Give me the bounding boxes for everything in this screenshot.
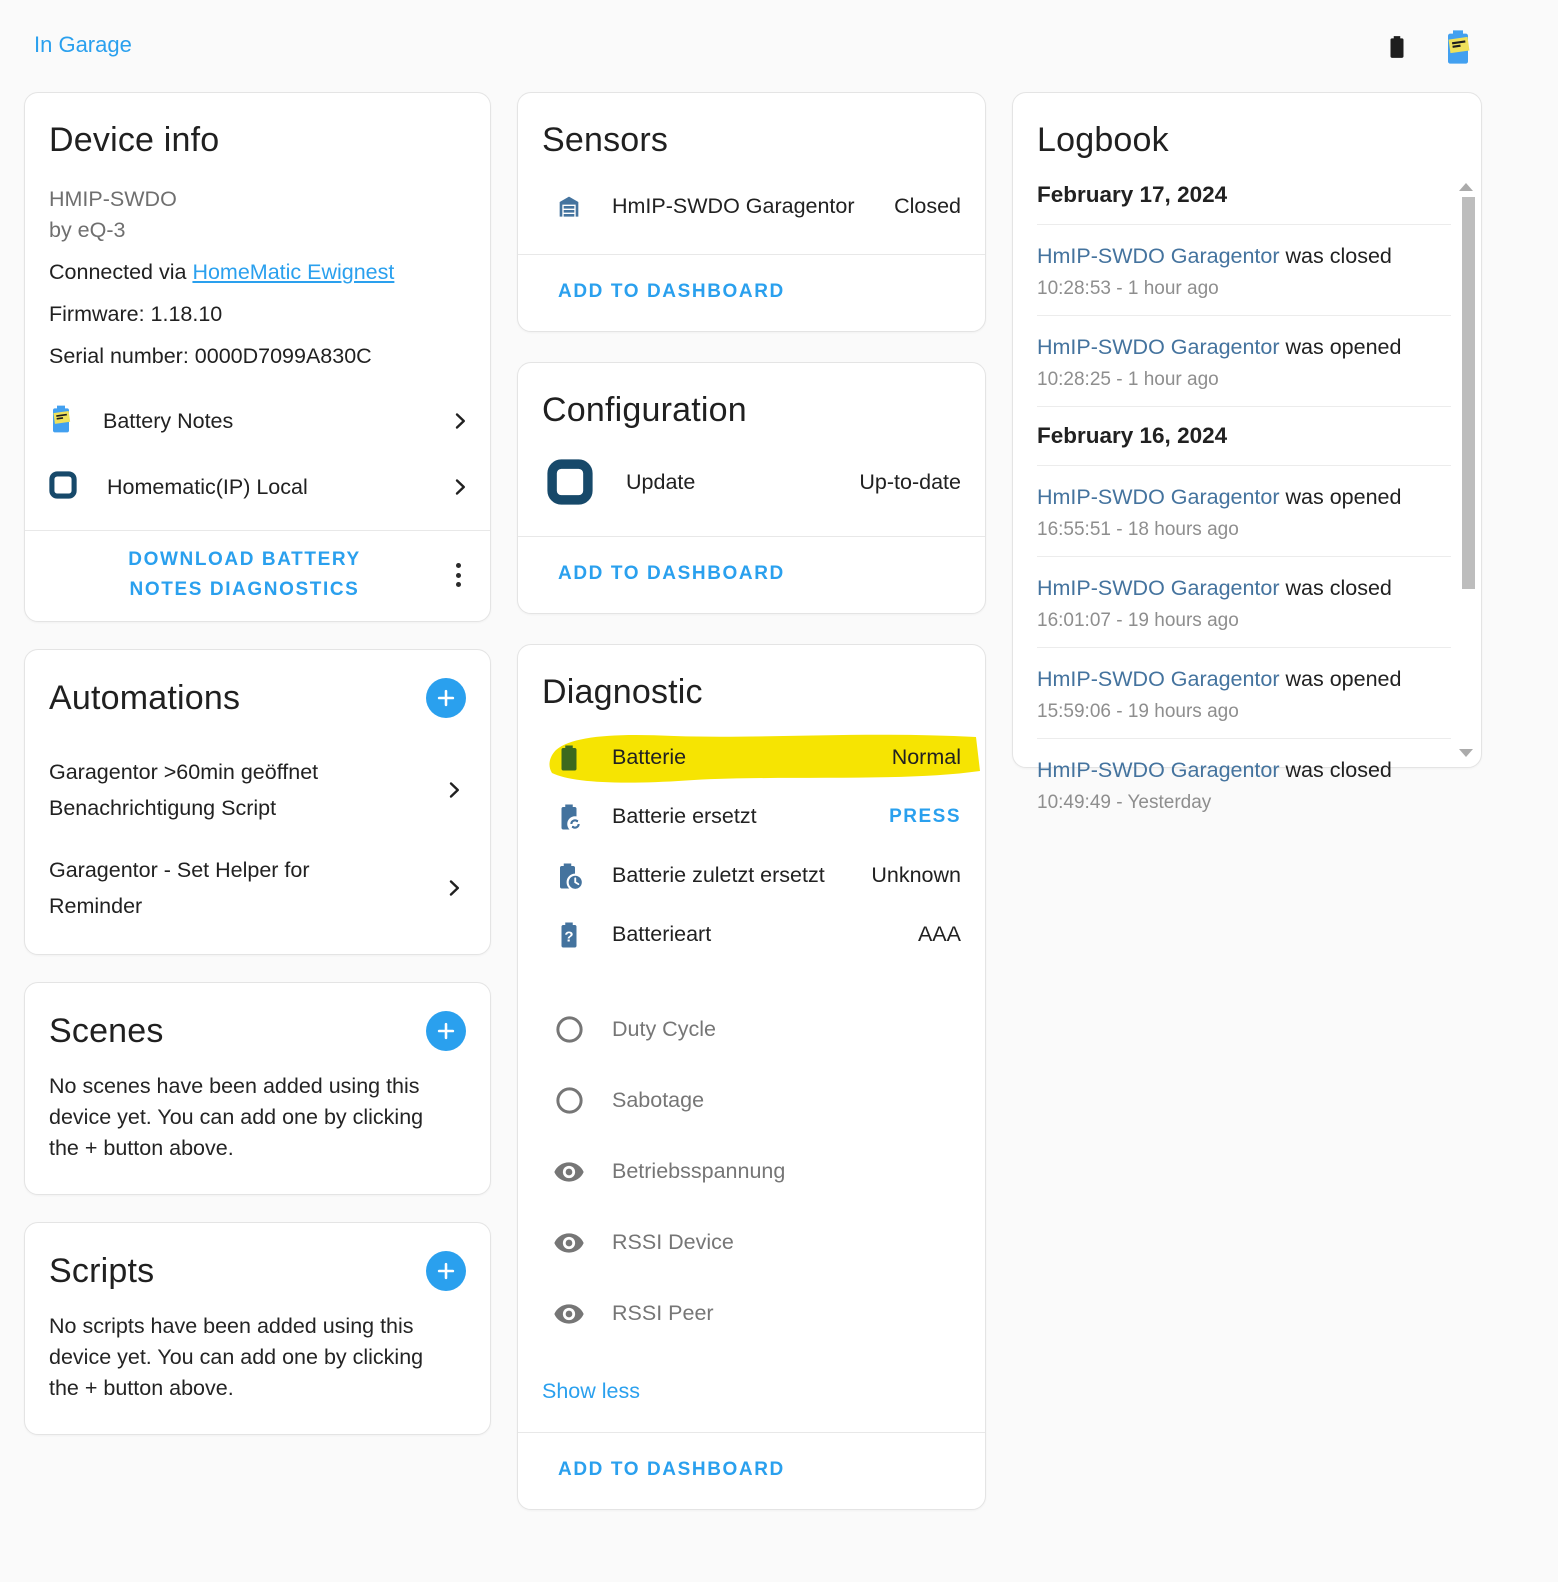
battery-icon — [552, 740, 586, 776]
chevron-right-icon — [442, 876, 466, 900]
battery-unknown-icon — [552, 917, 586, 953]
diagnostic-row-rssi-peer[interactable] — [552, 1278, 961, 1349]
automation-label: Garagentor - Set Helper for Reminder — [49, 858, 310, 918]
chevron-right-icon — [448, 475, 472, 499]
device-link-label: Homematic(IP) Local — [107, 474, 308, 499]
logbook-event-text: was opened — [1279, 667, 1402, 691]
svg-text:?: ? — [564, 927, 574, 945]
diagnostic-row-batterie-zuletzt-ersetzt[interactable] — [552, 846, 961, 905]
logbook-entity-link[interactable]: HmIP-SWDO Garagentor — [1037, 758, 1280, 782]
diagnostic-row-batterie-ersetzt[interactable] — [552, 787, 961, 846]
show-less-link[interactable]: Show less — [542, 1379, 640, 1403]
diagnostic-state: AAA — [917, 922, 961, 946]
breadcrumb[interactable]: In Garage — [34, 32, 132, 57]
right-column — [1012, 92, 1482, 813]
device-link-homematic-local[interactable] — [45, 454, 472, 520]
diagnostic-row-batterie[interactable] — [552, 728, 961, 787]
diagnostic-row-batterieart[interactable] — [552, 905, 961, 964]
logbook-date-header: February 16, 2024 — [1037, 407, 1451, 466]
automation-item[interactable] — [49, 754, 466, 826]
battery-notes-icon[interactable] — [1438, 24, 1478, 75]
logbook-event-text: was opened — [1279, 485, 1402, 509]
configuration-title: Configuration — [542, 391, 747, 429]
sensor-name: HmIP-SWDO Garagentor — [612, 193, 855, 218]
battery-sync-icon — [552, 799, 586, 835]
logbook-entity-link[interactable]: HmIP-SWDO Garagentor — [1037, 335, 1280, 359]
logbook-entry — [1037, 225, 1451, 316]
device-info-title: Device info — [49, 121, 220, 159]
logbook-entity-link[interactable]: HmIP-SWDO Garagentor — [1037, 485, 1280, 509]
device-serial: Serial number: 0000D7099A830C — [49, 344, 372, 368]
press-button[interactable]: PRESS — [889, 805, 961, 827]
diagnostic-name: Batterieart — [612, 922, 712, 946]
diagnostic-name: Sabotage — [612, 1088, 705, 1112]
connected-via-link[interactable]: HomeMatic Ewignest — [192, 260, 395, 284]
logbook-entity-link[interactable]: HmIP-SWDO Garagentor — [1037, 244, 1280, 268]
scripts-title: Scripts — [49, 1251, 155, 1290]
eye-icon — [552, 1298, 586, 1330]
update-icon — [540, 453, 600, 511]
diagnostic-row-rssi-device[interactable] — [552, 1207, 961, 1278]
update-name: Update — [626, 469, 696, 494]
battery-clock-icon — [552, 858, 586, 894]
diagnostic-title: Diagnostic — [542, 673, 703, 711]
logbook-entry — [1037, 648, 1451, 739]
automation-item[interactable] — [49, 852, 466, 924]
battery-notes-icon — [45, 400, 77, 443]
logbook-timestamp: 10:28:53 - 1 hour ago — [1037, 278, 1219, 299]
add-script-button[interactable] — [426, 1251, 466, 1291]
circle-outline-icon — [552, 1014, 586, 1045]
diagnostic-card — [517, 644, 986, 1510]
header-icons — [1384, 24, 1478, 75]
automations-card — [24, 649, 491, 955]
download-battery-notes-diagnostics-button[interactable]: DOWNLOAD BATTERY NOTES DIAGNOSTICS — [128, 549, 361, 600]
middle-column — [517, 92, 986, 1540]
automation-label: Garagentor >60min geöffnet Benachrichtigung Script — [49, 760, 319, 820]
diagnostic-name: RSSI Device — [612, 1230, 734, 1254]
logbook-title: Logbook — [1037, 121, 1169, 159]
device-info-card — [24, 92, 491, 622]
add-to-dashboard-button[interactable]: ADD TO DASHBOARD — [558, 1459, 785, 1480]
eye-icon — [552, 1156, 586, 1188]
add-to-dashboard-button[interactable]: ADD TO DASHBOARD — [558, 281, 785, 302]
device-meta — [25, 160, 490, 372]
add-to-dashboard-button[interactable]: ADD TO DASHBOARD — [558, 563, 785, 584]
scrollbar-thumb[interactable] — [1462, 197, 1475, 589]
scenes-title: Scenes — [49, 1011, 164, 1050]
diagnostic-row-sabotage[interactable] — [552, 1065, 961, 1136]
logbook-entity-link[interactable]: HmIP-SWDO Garagentor — [1037, 667, 1280, 691]
chevron-right-icon — [448, 409, 472, 433]
logbook-timestamp: 15:59:06 - 19 hours ago — [1037, 701, 1239, 722]
diagnostic-row-betriebsspannung[interactable] — [552, 1136, 961, 1207]
update-state: Up-to-date — [859, 469, 961, 494]
rounded-square-icon — [45, 467, 81, 508]
device-model: HMIP-SWDO — [49, 187, 177, 211]
logbook-entry — [1037, 316, 1451, 407]
circle-outline-icon — [552, 1085, 586, 1116]
logbook-timestamp: 10:28:25 - 1 hour ago — [1037, 369, 1219, 390]
device-link-battery-notes[interactable] — [45, 388, 472, 454]
scripts-card — [24, 1222, 491, 1435]
diagnostic-name: RSSI Peer — [612, 1301, 714, 1325]
logbook-entry — [1037, 466, 1451, 557]
device-firmware: Firmware: 1.18.10 — [49, 302, 223, 326]
sensor-row[interactable] — [552, 174, 961, 238]
configuration-card — [517, 362, 986, 614]
eye-icon — [552, 1227, 586, 1259]
diagnostic-state: Unknown — [871, 863, 961, 887]
sensors-card — [517, 92, 986, 332]
scenes-card — [24, 982, 491, 1195]
scripts-empty-text: No scripts have been added using this device yet. You can add one by clicking the + button above. — [49, 1314, 424, 1400]
connected-via-label: Connected via — [49, 260, 193, 284]
sensor-state: Closed — [894, 193, 961, 218]
logbook-timestamp: 10:49:49 - Yesterday — [1037, 792, 1212, 813]
add-scene-button[interactable] — [426, 1011, 466, 1051]
chevron-right-icon — [442, 778, 466, 802]
diagnostic-name: Batterie zuletzt ersetzt — [612, 863, 825, 887]
automations-title: Automations — [49, 678, 241, 717]
logbook-timestamp: 16:01:07 - 19 hours ago — [1037, 610, 1239, 631]
logbook-entry — [1037, 739, 1451, 829]
logbook-entity-link[interactable]: HmIP-SWDO Garagentor — [1037, 576, 1280, 600]
device-link-label: Battery Notes — [103, 408, 234, 433]
device-manufacturer: by eQ-3 — [49, 218, 126, 242]
logbook-entry — [1037, 557, 1451, 648]
sensors-title: Sensors — [542, 121, 669, 159]
logbook-list — [1037, 166, 1451, 829]
diagnostic-row-duty-cycle[interactable] — [552, 994, 961, 1065]
battery-icon[interactable] — [1384, 28, 1410, 71]
logbook-event-text: was closed — [1279, 758, 1392, 782]
logbook-card — [1012, 92, 1482, 813]
update-row[interactable] — [552, 444, 961, 520]
diagnostic-name: Betriebsspannung — [612, 1159, 786, 1183]
left-column — [24, 92, 491, 1462]
logbook-timestamp: 16:55:51 - 18 hours ago — [1037, 519, 1239, 540]
garage-icon — [552, 190, 586, 222]
logbook-event-text: was closed — [1279, 244, 1392, 268]
diagnostic-state: Normal — [891, 745, 961, 769]
add-automation-button[interactable] — [426, 678, 466, 718]
diagnostic-name: Batterie ersetzt — [612, 804, 757, 828]
logbook-event-text: was closed — [1279, 576, 1392, 600]
logbook-event-text: was opened — [1279, 335, 1402, 359]
scrollbar-down-arrow-icon[interactable] — [1459, 749, 1473, 757]
scenes-empty-text: No scenes have been added using this device yet. You can add one by clicking the + button above. — [49, 1074, 424, 1160]
diagnostic-name: Batterie — [612, 745, 687, 769]
diagnostic-name: Duty Cycle — [612, 1017, 716, 1041]
logbook-date-header: February 17, 2024 — [1037, 166, 1451, 225]
kebab-menu-icon[interactable] — [440, 563, 476, 587]
scrollbar-up-arrow-icon[interactable] — [1459, 183, 1473, 191]
